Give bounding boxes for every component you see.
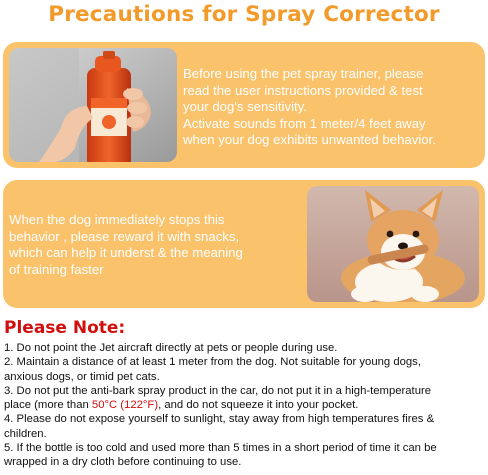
note-item-4b: children. (4, 427, 47, 440)
note-item-3b: place (more than 50°C (122°F), and do not squeeze it into your pocket. (4, 399, 359, 412)
precaution-panel-reward (3, 180, 485, 308)
note-heading: Please Note: (4, 318, 126, 338)
temperature-limit: 50°C (122°F) (91, 399, 159, 412)
reward-instructions: When the dog immediately stops this behavior , please reward it with snacks, which can help it underst & the meaning of training faster (9, 212, 243, 277)
precaution-panel-spray (3, 42, 485, 168)
page-title: Precautions for Spray Corrector (48, 2, 440, 27)
note-item-4a: 4. Please do not expose yourself to sunlight, stay away from high temperatures fires & (4, 413, 435, 426)
please-note-section (4, 318, 488, 470)
corgi-photo (307, 186, 479, 302)
note-item-3a: 3. Do not put the anti-bark spray product in the car, do not put it in a high-temperature (4, 384, 432, 397)
note-item-2a: 2. Maintain a distance of at least 1 meter from the dog. Not suitable for young dogs, (4, 356, 421, 369)
note-item-1: 1. Do not point the Jet aircraft directly at pets or people during use. (4, 342, 338, 354)
note-item-5a: 5. If the bottle is too cold and used more than 5 times in a short period of time it can be (4, 442, 437, 455)
spray-instructions: Before using the pet spray trainer, please read the user instructions provided & test your dog's sensitivity. Activate sounds from 1 meter/4 feet away when your dog exhibits unwanted behavior. (183, 66, 436, 147)
spray-can-photo (9, 48, 177, 162)
note-item-5b: wrapped in a dry cloth before continuing to use. (4, 456, 242, 469)
note-item-2b: anxious dogs, or timid pet cats. (4, 370, 160, 383)
